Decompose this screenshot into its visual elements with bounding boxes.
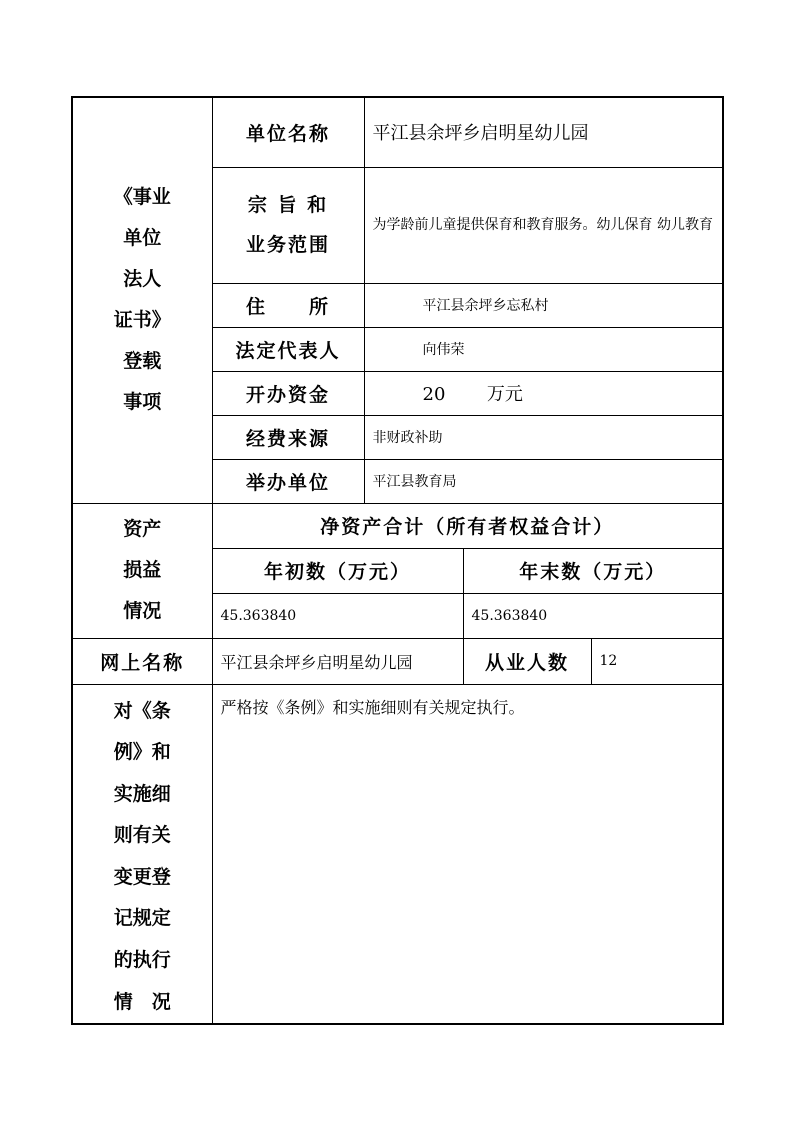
side-label-line: 例》和 bbox=[113, 741, 171, 764]
online-name-value: 平江县余坪乡启明星幼儿园 bbox=[212, 638, 463, 684]
side-label-line: 则有关 bbox=[113, 824, 171, 847]
legal-rep-label: 法定代表人 bbox=[212, 327, 364, 371]
registration-section-label bbox=[72, 97, 212, 503]
capital-value bbox=[364, 371, 723, 415]
side-label-line: 情 况 bbox=[113, 990, 171, 1013]
execution-section-label bbox=[72, 684, 212, 1024]
sponsor-value: 平江县教育局 bbox=[364, 459, 723, 503]
purpose-label-line1: 宗 旨 和 bbox=[247, 194, 329, 216]
net-assets-header: 净资产合计（所有者权益合计） bbox=[212, 503, 723, 548]
funding-label: 经费来源 bbox=[212, 415, 364, 459]
funding-value: 非财政补助 bbox=[364, 415, 723, 459]
side-label-line: 对《条 bbox=[113, 699, 171, 722]
unit-name-label: 单位名称 bbox=[212, 97, 364, 167]
side-label-line: 损益 bbox=[123, 559, 162, 581]
capital-amount: 20 bbox=[422, 384, 446, 405]
side-label-line: 法人 bbox=[123, 268, 162, 291]
side-label-line: 资产 bbox=[123, 518, 162, 540]
capital-unit: 万元 bbox=[486, 384, 523, 405]
side-label-line: 登载 bbox=[123, 350, 162, 373]
capital-label: 开办资金 bbox=[212, 371, 364, 415]
end-year-value: 45.363840 bbox=[463, 593, 723, 638]
purpose-label bbox=[212, 167, 364, 283]
staff-count-label: 从业人数 bbox=[463, 638, 591, 684]
address-label: 住 所 bbox=[212, 283, 364, 327]
side-label-line: 单位 bbox=[123, 227, 162, 250]
end-year-label: 年末数（万元） bbox=[463, 548, 723, 593]
side-label-line: 《事业 bbox=[113, 186, 171, 209]
side-label-line: 实施细 bbox=[113, 782, 171, 805]
unit-name-value: 平江县余坪乡启明星幼儿园 bbox=[364, 97, 723, 167]
legal-rep-value: 向伟荣 bbox=[364, 327, 723, 371]
side-label-line: 变更登 bbox=[113, 865, 171, 888]
side-label-line: 情况 bbox=[123, 600, 162, 622]
side-label-line: 证书》 bbox=[113, 309, 171, 332]
assets-section-label bbox=[72, 503, 212, 638]
side-label-line: 的执行 bbox=[113, 949, 171, 972]
address-value: 平江县余坪乡忘私村 bbox=[364, 283, 723, 327]
begin-year-label: 年初数（万元） bbox=[212, 548, 463, 593]
side-label-line: 记规定 bbox=[113, 907, 171, 930]
sponsor-label: 举办单位 bbox=[212, 459, 364, 503]
execution-text: 严格按《条例》和实施细则有关规定执行。 bbox=[212, 684, 723, 1024]
side-label-line: 事项 bbox=[123, 391, 162, 414]
begin-year-value: 45.363840 bbox=[212, 593, 463, 638]
online-name-label: 网上名称 bbox=[72, 638, 212, 684]
registration-form-table bbox=[71, 96, 724, 1025]
staff-count-value: 12 bbox=[591, 638, 723, 684]
purpose-label-line2: 业务范围 bbox=[245, 234, 330, 256]
purpose-value: 为学龄前儿童提供保育和教育服务。幼儿保育 幼儿教育 bbox=[364, 167, 723, 283]
